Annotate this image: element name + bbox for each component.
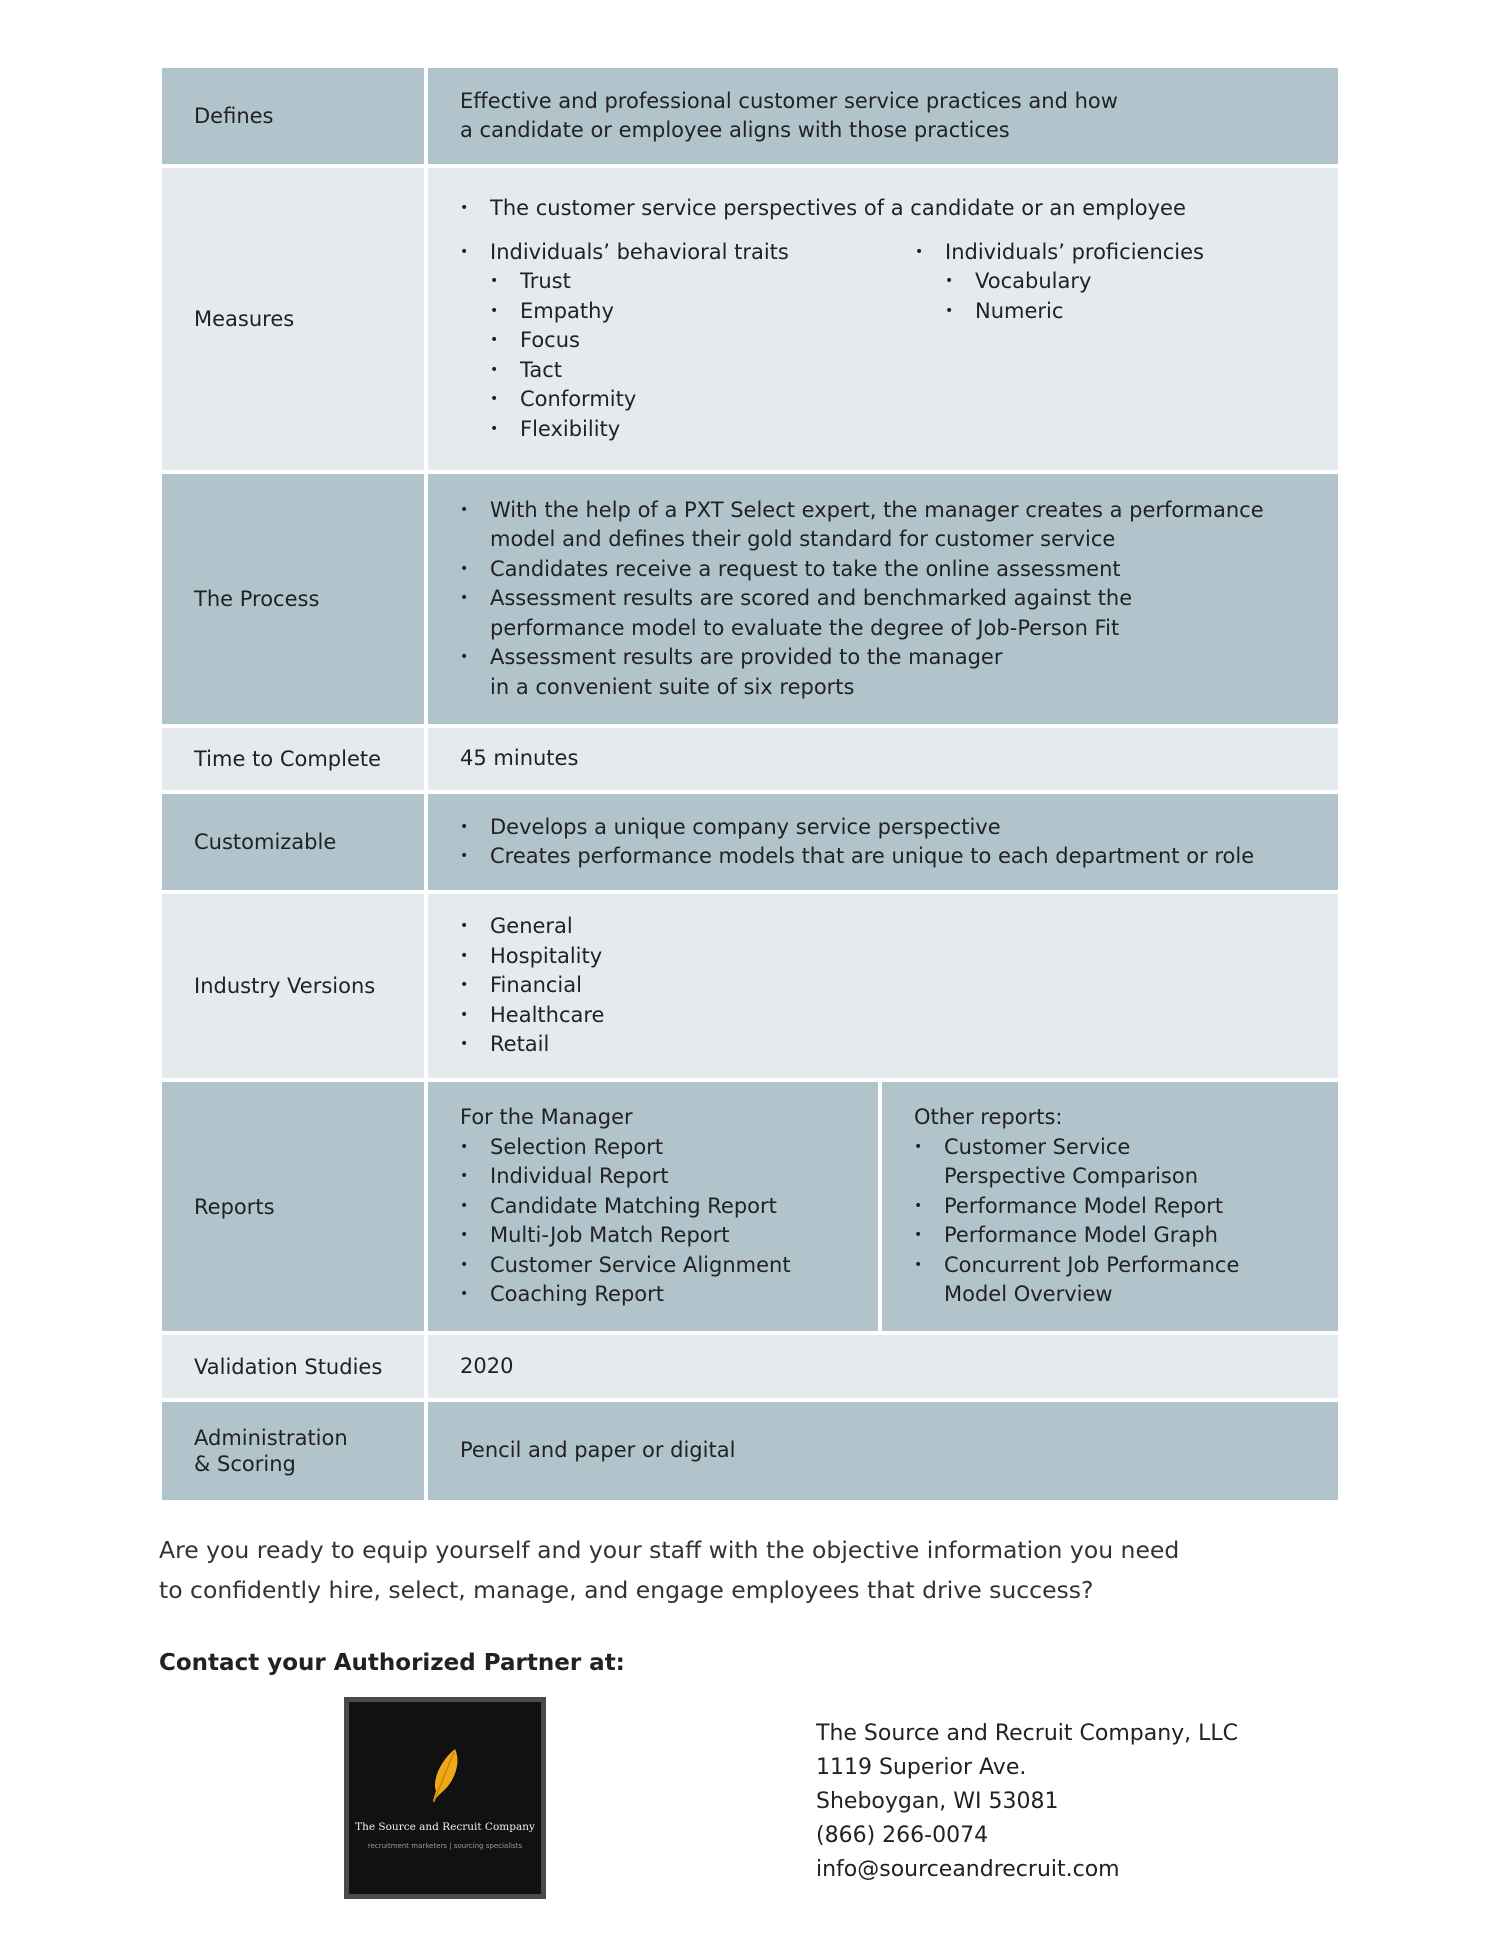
address-company: The Source and Recruit Company, LLC — [816, 1721, 1239, 1746]
row-label: Reports — [162, 1082, 428, 1331]
row-content — [428, 474, 1338, 724]
row-reports — [162, 1082, 1338, 1335]
defines-text-line: Effective and professional customer service practices and how — [460, 88, 1118, 113]
row-process — [162, 474, 1338, 728]
list-item: • Flexibility — [490, 415, 915, 445]
item-line: Model Overview — [944, 1282, 1113, 1307]
row-label: The Process — [162, 474, 428, 724]
list-item: • Conformity — [490, 385, 915, 415]
proficiencies-column — [915, 238, 1370, 445]
row-content — [428, 1335, 1338, 1398]
list-item — [460, 496, 1308, 555]
list-item — [914, 1192, 1318, 1222]
row-time — [162, 728, 1338, 794]
row-customizable — [162, 794, 1338, 894]
row-content — [428, 794, 1338, 890]
row-content — [428, 728, 1338, 790]
cta-line: to confidently hire, select, manage, and engage employees that drive success? — [159, 1576, 1094, 1604]
other-reports-column — [882, 1082, 1338, 1331]
row-label — [162, 1402, 428, 1500]
list-item: • Tact — [490, 356, 915, 386]
list-item: • Multi-Job Match Report — [460, 1221, 858, 1251]
list-item — [460, 643, 1308, 702]
row-label: Measures — [162, 168, 428, 470]
label-line: & Scoring — [194, 1452, 296, 1476]
address-phone: (866) 266-0074 — [816, 1823, 989, 1848]
list-item — [914, 1133, 1318, 1192]
address-street: 1119 Superior Ave. — [816, 1755, 1027, 1780]
list-item: • Selection Report — [460, 1133, 858, 1163]
list-item: • Retail — [460, 1030, 1308, 1060]
list-item: • Creates performance models that are unique to each department or role — [460, 842, 1308, 872]
reports-content — [428, 1082, 1338, 1331]
time-value: 45 minutes — [460, 746, 579, 771]
row-label: Validation Studies — [162, 1335, 428, 1398]
administration-value: Pencil and paper or digital — [460, 1438, 736, 1463]
feather-icon — [428, 1747, 462, 1805]
list-item — [914, 1251, 1318, 1310]
item-line: Assessment results are scored and benchmarked against the — [490, 586, 1133, 611]
row-measures — [162, 168, 1338, 474]
item-line: With the help of a PXT Select expert, the manager creates a performance — [490, 497, 1264, 522]
measures-columns — [460, 238, 1370, 445]
label-line: Administration — [194, 1426, 348, 1450]
call-to-action — [159, 1530, 1259, 1610]
list-item: • Individual Report — [460, 1162, 858, 1192]
list-item: • Coaching Report — [460, 1280, 858, 1310]
list-item — [460, 584, 1308, 643]
address-city: Sheboygan, WI 53081 — [816, 1789, 1059, 1814]
item-line: Customer Service — [944, 1134, 1131, 1159]
list-item: • Develops a unique company service perspective — [460, 813, 1308, 843]
logo-company-name: The Source and Recruit Company — [355, 1820, 535, 1833]
row-content — [428, 168, 1400, 470]
item-line: in a convenient suite of six reports — [490, 674, 855, 699]
logo-tagline: recruitment marketers | sourcing specialists — [367, 1841, 523, 1850]
row-content — [428, 1402, 1338, 1500]
list-item — [914, 1221, 1318, 1251]
item-line: Performance Model Graph — [944, 1223, 1218, 1248]
list-item: • Candidate Matching Report — [460, 1192, 858, 1222]
proficiencies-heading: • Individuals’ proficiencies — [915, 238, 1370, 268]
item-line: Assessment results are provided to the manager — [490, 645, 1003, 670]
contact-heading: Contact your Authorized Partner at: — [159, 1650, 625, 1676]
traits-column — [460, 238, 915, 445]
item-line: Concurrent Job Performance — [944, 1252, 1240, 1277]
list-item: • Hospitality — [460, 942, 1308, 972]
item-line: Perspective Comparison — [944, 1164, 1199, 1189]
measures-intro: • The customer service perspectives of a candidate or an employee — [460, 194, 1370, 224]
row-content — [428, 894, 1338, 1078]
list-item: • Focus — [490, 326, 915, 356]
list-item: • Customer Service Alignment — [460, 1251, 858, 1281]
item-line: model and defines their gold standard for customer service — [490, 527, 1116, 552]
defines-text-line: a candidate or employee aligns with those practices — [460, 118, 1010, 142]
cta-line: Are you ready to equip yourself and your staff with the objective information you need — [159, 1536, 1180, 1564]
list-item: • General — [460, 912, 1308, 942]
list-item: • Financial — [460, 971, 1308, 1001]
row-administration — [162, 1402, 1338, 1500]
list-item — [460, 555, 1308, 585]
manager-reports-heading: For the Manager — [460, 1105, 633, 1130]
assessment-overview-table — [162, 68, 1338, 1500]
traits-heading: • Individuals’ behavioral traits — [460, 238, 915, 268]
manager-reports-column — [428, 1082, 882, 1331]
row-label: Time to Complete — [162, 728, 428, 790]
row-label: Industry Versions — [162, 894, 428, 1078]
row-label: Defines — [162, 68, 428, 164]
validation-value: 2020 — [460, 1353, 514, 1378]
item-line: performance model to evaluate the degree of Job-Person Fit — [490, 615, 1120, 640]
list-item: • Trust — [490, 267, 915, 297]
partner-logo — [344, 1697, 546, 1899]
list-item: • Vocabulary — [945, 267, 1370, 297]
row-label: Customizable — [162, 794, 428, 890]
list-item: • Numeric — [945, 297, 1370, 327]
other-reports-heading: Other reports: — [914, 1105, 1063, 1130]
list-item: • Healthcare — [460, 1001, 1308, 1031]
address-email[interactable]: info@sourceandrecruit.com — [816, 1857, 1120, 1882]
row-industry — [162, 894, 1338, 1082]
item-line: Performance Model Report — [944, 1193, 1224, 1218]
row-defines — [162, 68, 1338, 168]
partner-address — [816, 1717, 1238, 1887]
list-item: • Empathy — [490, 297, 915, 327]
row-content — [428, 68, 1338, 164]
item-line: Candidates receive a request to take the online assessment — [490, 556, 1121, 581]
row-validation — [162, 1335, 1338, 1402]
